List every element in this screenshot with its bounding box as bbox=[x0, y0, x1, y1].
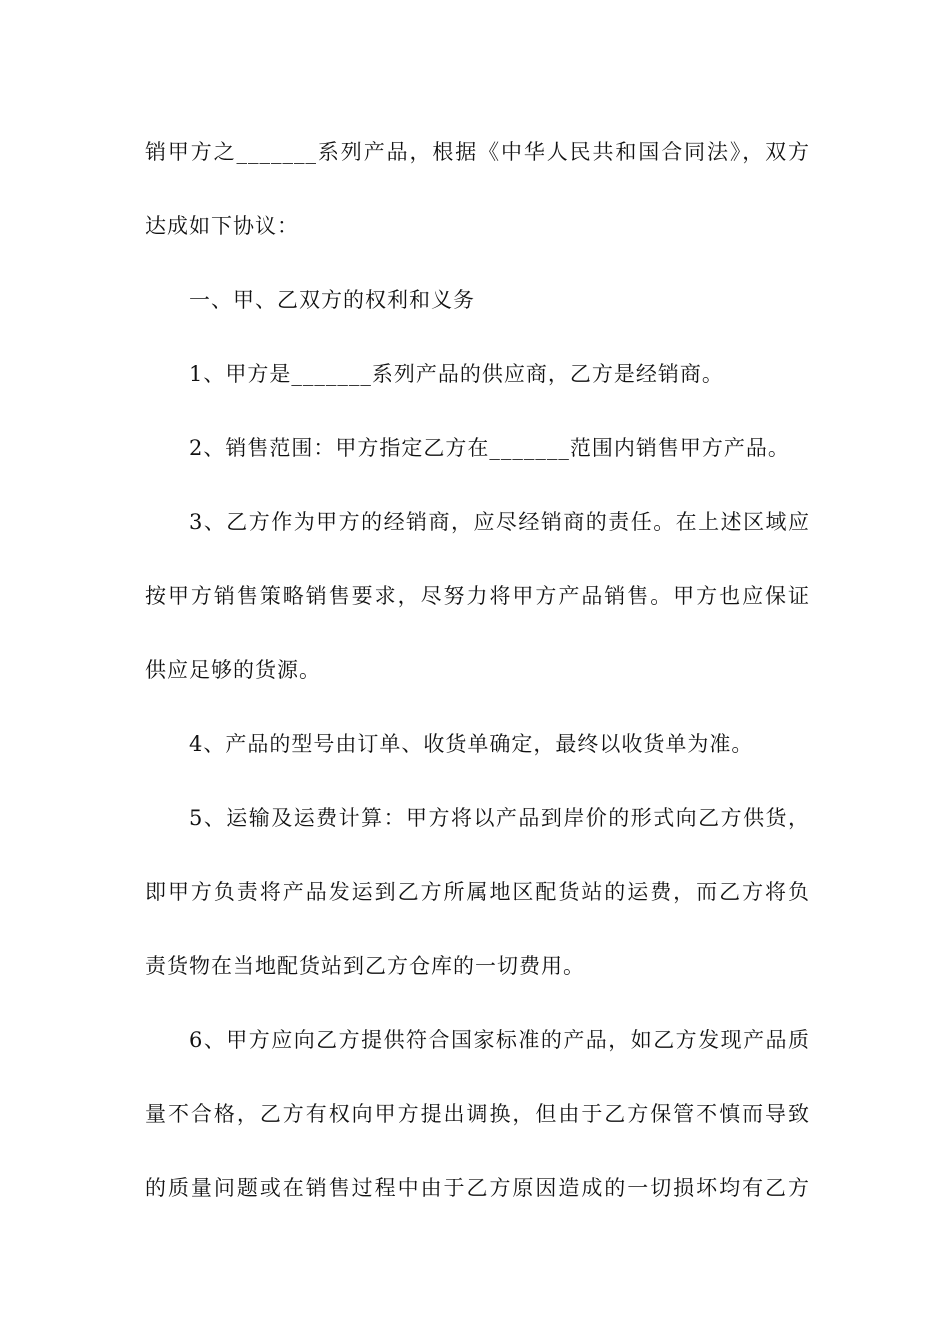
text-line: 按甲方销售策略销售要求，尽努力将甲方产品销售。甲方也应保证 bbox=[145, 584, 810, 608]
text-line: 责货物在当地配货站到乙方仓库的一切费用。 bbox=[145, 954, 585, 978]
contract-body bbox=[145, 125, 810, 1235]
text-line: 达成如下协议： bbox=[145, 214, 299, 238]
text-line: 供应足够的货源。 bbox=[145, 658, 321, 682]
text-line: 4、产品的型号由订单、收货单确定，最终以收货单为准。 bbox=[189, 732, 754, 756]
text-line: 销甲方之_______系列产品，根据《中华人民共和国合同法》，双方 bbox=[145, 140, 810, 164]
text-line: 量不合格，乙方有权向甲方提出调换，但由于乙方保管不慎而导致 bbox=[145, 1102, 810, 1126]
text-line: 即甲方负责将产品发运到乙方所属地区配货站的运费，而乙方将负 bbox=[145, 880, 810, 904]
text-line: 6、甲方应向乙方提供符合国家标准的产品，如乙方发现产品质 bbox=[189, 1028, 810, 1052]
text-line: 5、运输及运费计算：甲方将以产品到岸价的形式向乙方供货， bbox=[189, 806, 810, 830]
text-line: 的质量问题或在销售过程中由于乙方原因造成的一切损坏均有乙方 bbox=[145, 1176, 810, 1200]
text-line: 1、甲方是_______系列产品的供应商，乙方是经销商。 bbox=[189, 362, 724, 386]
text-line: 2、销售范围：甲方指定乙方在_______范围内销售甲方产品。 bbox=[189, 436, 790, 460]
text-line: 3、乙方作为甲方的经销商，应尽经销商的责任。在上述区域应 bbox=[189, 510, 810, 534]
section-heading: 一、甲、乙双方的权利和义务 bbox=[189, 288, 475, 312]
